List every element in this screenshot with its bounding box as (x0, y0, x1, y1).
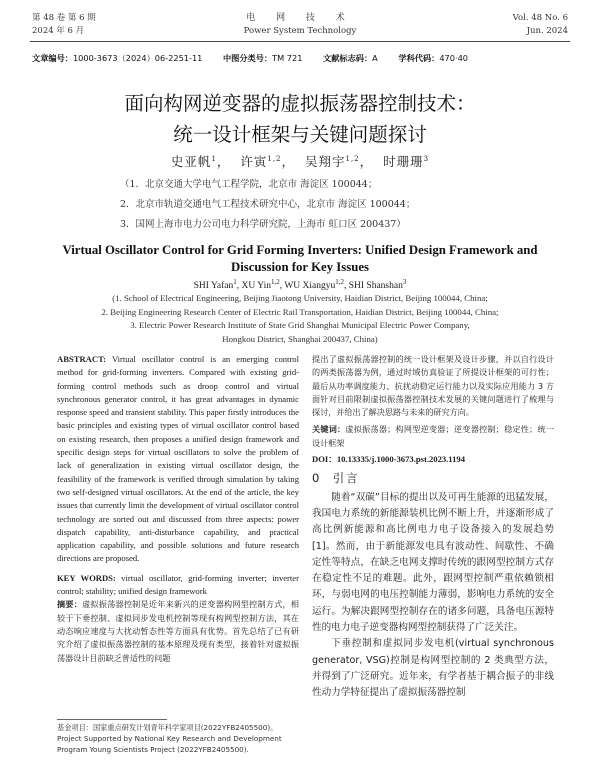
intro-paragraph-2: 下垂控制和虚拟同步发电机(virtual synchronous generator, VSG)控制是构网型控制的 2 类典型方法，并得到了广泛研究。近年来，有学者基于耦合振子的非线性动力学特征提出了虚拟振荡器控制 (312, 638, 554, 699)
author-en: WU Xiangyu (284, 281, 336, 292)
section-heading (312, 472, 554, 485)
affiliations-en (0, 292, 600, 346)
author-en: XU Yin (241, 281, 271, 292)
keywords-en-label: KEY WORDS: (57, 572, 116, 583)
authors-cn: 史亚帆$^1$， 许寅$^{1,2}$， 吴翔宇$^{1,2}$， 时珊珊$^3$ (170, 154, 430, 169)
abstract-en (57, 353, 299, 566)
date-en: Jun. 2024 (526, 26, 568, 36)
abstract-en-label: ABSTRACT: (57, 354, 107, 364)
affiliation-cn: 2．北京市轨道交通电气工程技术研究中心，北京市 海淀区 100044； (120, 199, 416, 210)
affiliation-en: 2. Beijing Engineering Research Center of Electric Rail Transportation, Haidian District, Beijing 100044, China; (101, 306, 499, 317)
abstract-cn-continued: 提出了虚拟振荡器控制的统一设计框架及设计步骤，并以自行设计的两类振荡器为例，通过时域仿真验证了所提设计框架的可行性；最后从功率调度能力、抗扰动稳定运行能力以及实际应用能力 3 方面针对目前限制虚拟振荡器控制技术发展的关键问题进行了梳理与探讨，并给出了解决思路与未来的研究方向。 (312, 354, 554, 418)
journal-name-cn: 电 网 技 术 (246, 13, 354, 23)
title-en-line1: Virtual Oscillator Control for Grid Forming Inverters: Unified Design Framework and (62, 243, 538, 257)
left-column (57, 353, 299, 665)
title-cn-line1: 面向构网逆变器的虚拟振荡器控制技术： (124, 92, 476, 115)
author-cn: 许寅 (240, 154, 268, 169)
volume-issue-cn: 第 48 卷 第 6 期 (32, 13, 96, 23)
subject-code: 470·40 (439, 53, 468, 63)
author-sup: 1,2 (335, 278, 344, 286)
abstract-cn-label: 摘要： (57, 599, 83, 610)
affiliation-cn: 3．国网上海市电力公司电力科学研究院，上海市 虹口区 200437） (120, 219, 406, 230)
doi: DOI：10.13335/j.1000-3673.pst.2023.1194 (312, 454, 466, 465)
fund-footnote (57, 722, 299, 755)
authors-en: SHI Yafan$^1$, XU Yin$^{1,2}$, WU Xiangyu$^{1,2}$, SHI Shanshan$^3$ (193, 278, 407, 292)
title-en-line2: Discussion for Key Issues (230, 260, 370, 274)
date-cn: 2024 年 6 月 (32, 26, 85, 36)
author-en: SHI Shanshan (348, 281, 403, 292)
affiliation-en: Hongkou District, Shanghai 200437, China) (222, 333, 378, 344)
affiliation-en: (1. School of Electrical Engineering, Beijing Jiaotong University, Haidian District, Beijing 100044, China; (112, 293, 488, 303)
author-en: SHI Yafan (193, 281, 234, 292)
author-sup: 1,2 (345, 154, 360, 163)
right-column (312, 353, 554, 702)
volume-issue-en: Vol. 48 No. 6 (512, 13, 568, 23)
fund-line-en: Project Supported by National Key Research and Development (57, 734, 282, 743)
intro-paragraph-1: 随着“双碳”目标的提出以及可再生能源的迅猛发展，我国电力系统的新能源装机比例不断上升，并逐渐形成了高比例新能源和高比例电力电子设备接入的发展趋势[1]。然而，由于新能源发电具有波动性、间歇性、不确定性等特点，在缺乏电网支撑时传统的跟网型控制方式存在稳定性不足的难题。此外，跟网型控制严重依赖锁相环，与弱电网的电压控制能力薄弱，影响电力系统的安全运行。为解决跟网型控制存在的诸多问题，具备电压源特性的电力电子逆变器构网型控制获得了广泛关注。 (312, 491, 554, 634)
affiliations-cn (120, 175, 415, 235)
affiliation-cn: （1．北京交通大学电气工程学院，北京市 海淀区 100044； (120, 179, 378, 190)
footnote-divider (57, 719, 167, 720)
author-sup: 1 (211, 154, 217, 163)
author-sup: 1,2 (270, 278, 280, 286)
author-cn: 吴翔宇 (304, 154, 346, 169)
keywords-cn-text: 虚拟振荡器；构网型逆变器；逆变器控制；稳定性；统一设计框架 (312, 424, 554, 448)
keywords-cn-label: 关键词： (312, 424, 346, 435)
section-number: 0 (312, 471, 322, 486)
keywords-cn (312, 423, 554, 450)
article-no-label: 文章编号： (32, 53, 73, 63)
abstract-en-text: Virtual oscillator control is an emerging control method for grid-forming inverters. Compared with existing grid-forming control methods such as droop control and virtual synchronous generator control, it has great advantages in dynamic response speed and transient stability. This paper firstly introduces the basic principles and existing types of virtual oscillator control based on existing research, then proposes a unified design framework and specific design steps for virtual oscillators to solve the problem of lack of generalization in existing virtual oscillator design, the feasibility of the framework is verified through simulation by taking two self-designed virtual oscillators. At the end of the article, the key issues that currently limit the development of virtual oscillator control technology are sorted out and discussed from three aspects: power dispatch capability, anti-disturbance capability, and practical application capability, and possible solutions and future research directions are proposed. (57, 354, 299, 564)
clc-label: 中图分类号： (222, 53, 273, 63)
section-title: 引言 (332, 471, 360, 486)
abstract-cn-text: 虚拟振荡器控制是近年来新兴的逆变器构网型控制方式，相较于下垂控制、虚拟同步发电机控制等现有构网型控制方法，其在动态响应速度与大扰动暂态性等方面具有优势。首先总结了已有研究介绍了虚拟振荡器控制的基本原理及现有类型，接着针对虚拟振荡器设计目前缺乏普适性的问题 (57, 599, 299, 663)
affiliation-en: 3. Electric Power Research Institute of State Grid Shanghai Municipal Electric Power Company, (130, 320, 470, 330)
subject-label: 学科代码： (398, 53, 440, 63)
author-cn: 史亚帆 (170, 154, 212, 169)
doc-code: A (372, 53, 378, 63)
keywords-en (57, 572, 299, 599)
header-volume-info (513, 12, 568, 38)
author-cn: 时珊珊 (383, 154, 424, 169)
article-meta (32, 53, 486, 64)
author-sup: 3 (423, 154, 430, 163)
author-sup: 1,2 (267, 154, 282, 163)
article-no: 1000-3673（2024）06-2251-11 (72, 53, 203, 63)
author-sup: 3 (402, 278, 407, 286)
fund-line-cn: 基金项目：国家重点研发计划青年科学家项目(2022YFB2405500)。 (57, 723, 278, 732)
clc-number: TM 721 (272, 53, 303, 63)
header-divider (30, 41, 570, 42)
title-cn-line2: 统一设计框架与关键问题探讨 (173, 123, 427, 146)
journal-name-en: Power System Technology (243, 26, 357, 36)
author-sup: 1 (233, 278, 237, 286)
doc-code-label: 文献标志码： (323, 53, 373, 63)
fund-line-en: Program Young Scientists Project (2022YFB2405500). (57, 745, 249, 754)
journal-name (0, 12, 600, 38)
abstract-cn (57, 598, 299, 664)
keywords-en-text: virtual oscillator, grid-forming inverter; inverter control; stability; unified design framework (57, 572, 299, 597)
